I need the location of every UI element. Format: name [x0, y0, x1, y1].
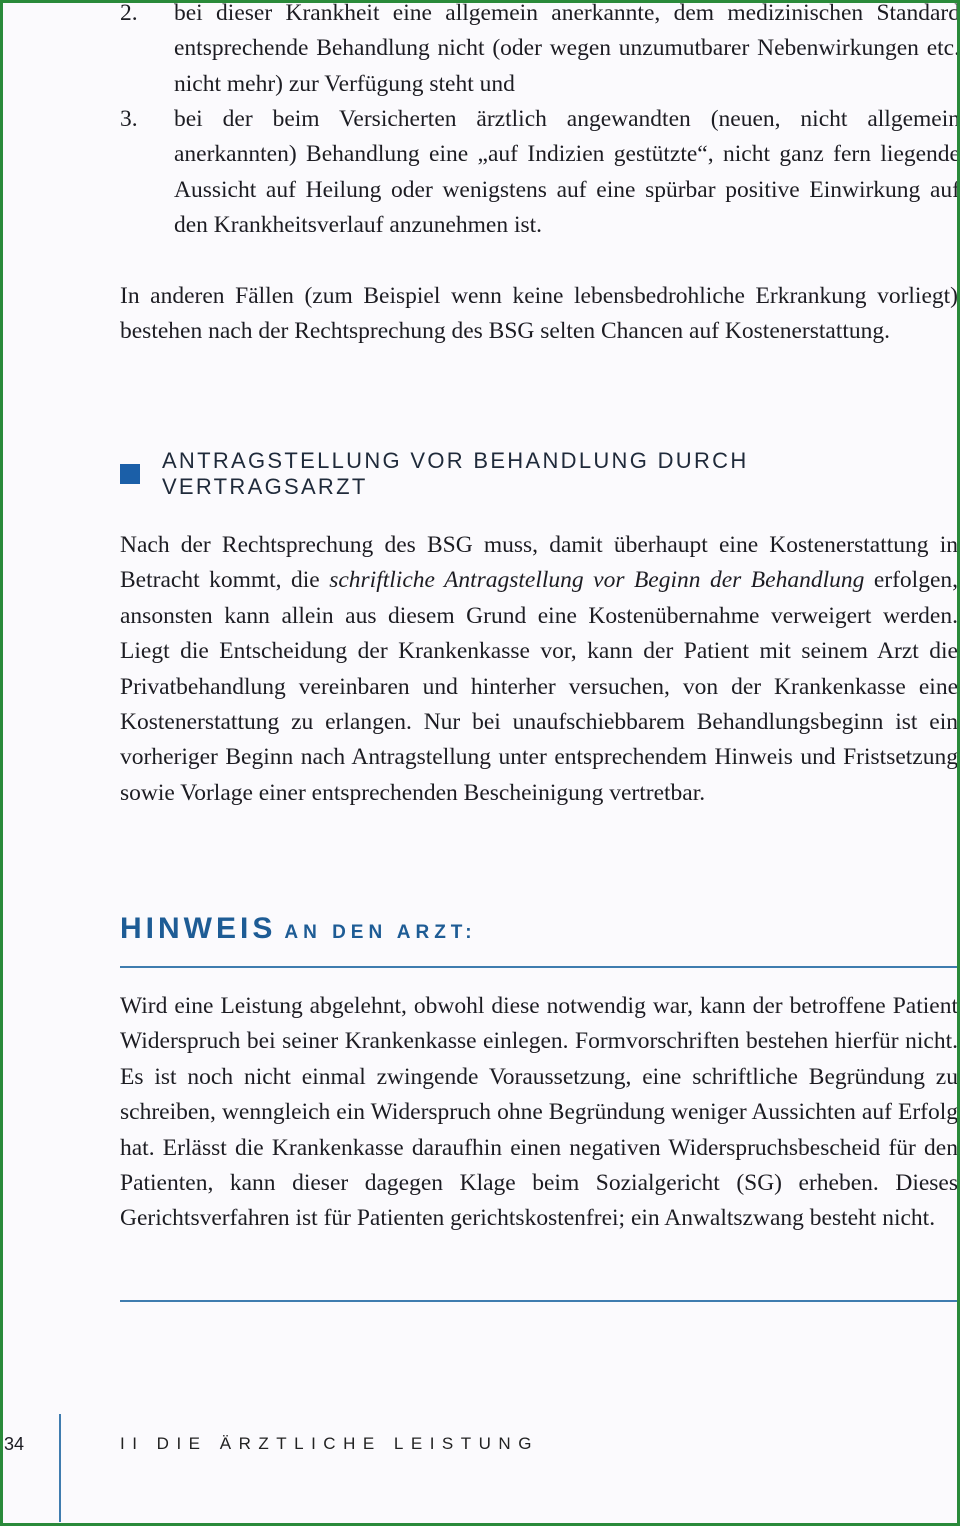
hinweis-bottom-rule: [120, 1300, 960, 1302]
paragraph-emphasis: schriftliche Antragstellung vor Beginn der Behandlung: [329, 567, 865, 594]
paragraph-text: erfolgen, ansonsten kann allein aus diesem Grund eine Kostenübernahme verweigert werden. Liegt die Entscheidung der Krankenkasse vor, kann der Patient mit seinem Arzt die Privatbehandlung vereinbaren und hinterher versuchen, von der Krankenkasse eine Kostenerstattung zu erlangen. Nur bei unaufschiebbarem Behandlungsbeginn ist ein vorheriger Beginn nach Antragstellung unter entsprechendem Hinweis und Fristsetzung sowie Vorlage einer entsprechenden Bescheinigung vertretbar.: [120, 567, 958, 806]
list-number: 2.: [120, 0, 138, 26]
hinweis-heading: [120, 912, 477, 946]
chapter-title: II DIE ÄRZTLICHE LEISTUNG: [120, 1434, 539, 1453]
hinweis-text: Wird eine Leistung abgelehnt, obwohl diese notwendig war, kann der betroffene Patient Widerspruch bei seiner Krankenkasse einlegen. Formvorschriften bestehen hierfür nicht. Es ist noch nicht einmal zwingende Voraussetzung, eine schriftliche Begründung zu schreiben, wenngleich ein Widerspruch ohne Begründung weniger Aussichten auf Erfolg hat. Erlässt die Krankenkasse daraufhin einen negativen Widerspruchsbescheid für den Patienten, kann dieser dagegen Klage beim Sozialgericht (SG) erheben. Dieses Gerichtsverfahren ist für Patienten gerichtskostenfrei; ein Anwaltszwang besteht nicht.: [120, 993, 958, 1232]
list-number: 3.: [120, 106, 138, 132]
section-title: ANTRAGSTELLUNG VOR BEHANDLUNG DURCH VERTRAGSARZT: [161, 448, 749, 499]
hinweis-top-rule: [120, 966, 960, 968]
square-bullet-icon: [120, 464, 140, 484]
paragraph-other-cases: In anderen Fällen (zum Beispiel wenn keine lebensbedrohliche Erkrankung vorliegt) bestehen nach der Rechtsprechung des BSG selten Chancen auf Kostenerstattung.: [120, 283, 958, 345]
section-heading: [120, 448, 960, 499]
hinweis-subtitle: AN DEN ARZT:: [284, 922, 477, 943]
paragraph-text: Nach der Rechtsprechung des BSG muss, damit überhaupt eine Kostenerstattung in Betracht kommt, die: [120, 532, 958, 594]
list-text: bei der beim Versicherten ärztlich angewandten (neuen, nicht allgemein anerkannten) Behandlung eine „auf Indizien gestützte“, nicht ganz fern liegende Aussicht auf Heilung oder wenigstens auf eine spürbar positive Einwirkung auf den Krankheitsverlauf anzunehmen ist.: [174, 106, 960, 239]
page-footer: [0, 1414, 960, 1524]
list-text: bei dieser Krankheit eine allgemein anerkannte, dem medizinischen Standard entsprechende Behandlung nicht (oder wegen unzumutbarer Nebenwirkungen etc. nicht mehr) zur Verfügung steht und: [174, 0, 960, 97]
paragraph-antragstellung: [120, 528, 958, 811]
footer-divider: [59, 1414, 61, 1522]
list-item: [120, 0, 960, 102]
page-number: 34: [4, 1434, 25, 1454]
list-item: [120, 102, 960, 244]
hinweis-title: HINWEIS: [120, 912, 277, 945]
